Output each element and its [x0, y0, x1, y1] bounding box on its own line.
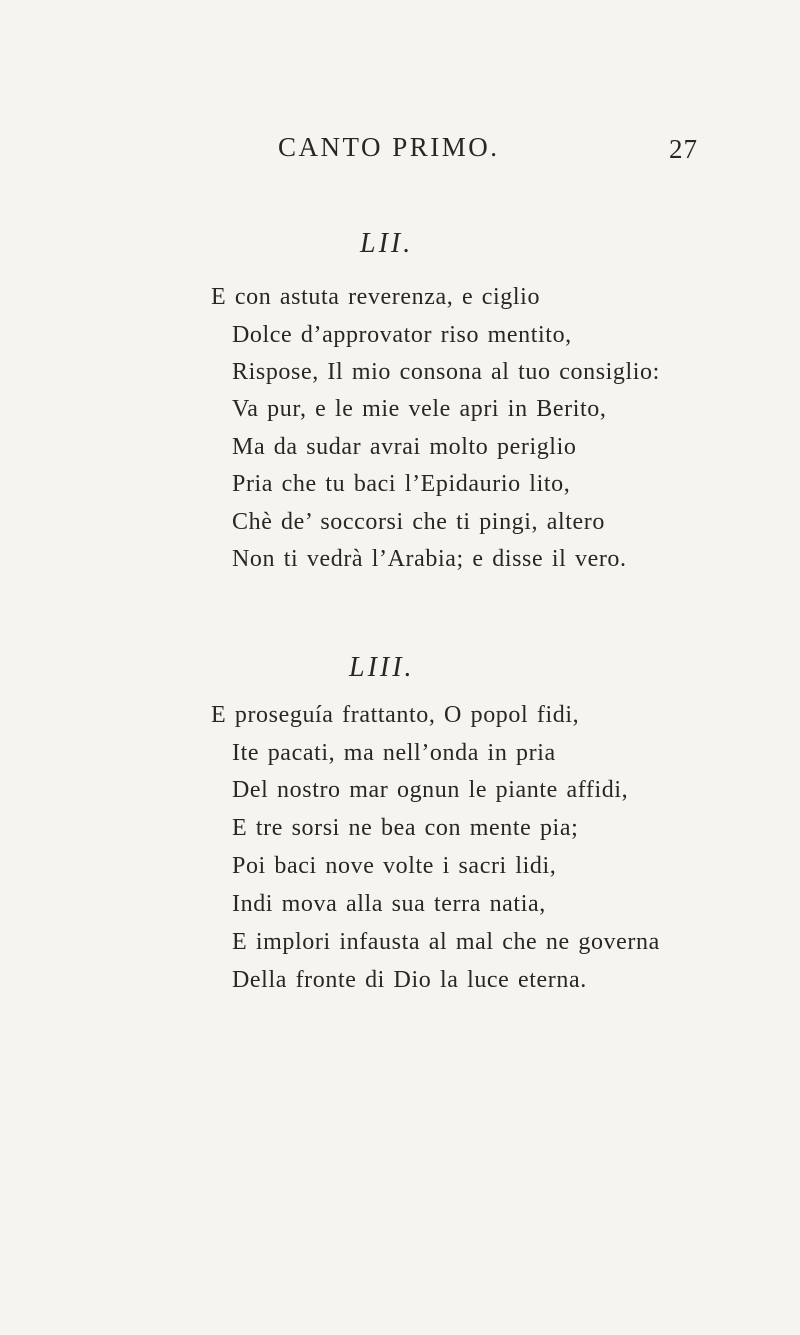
stanza-number: LIII. — [349, 652, 415, 683]
verse-line: Non ti vedrà l’Arabia; e disse il vero. — [232, 546, 627, 572]
verse-line: Del nostro mar ognun le piante affidi, — [232, 777, 629, 803]
verse-line: Chè de’ soccorsi che ti pingi, altero — [232, 509, 605, 535]
verse-line: Rispose, Il mio consona al tuo consiglio: — [232, 359, 660, 385]
verse-line: E proseguía frattanto, O popol fidi, — [211, 702, 580, 728]
verse-line: Indi mova alla sua terra natia, — [232, 891, 546, 917]
verse-line: Pria che tu baci l’Epidaurio lito, — [232, 471, 571, 497]
verse-line: E con astuta reverenza, e ciglio — [211, 284, 541, 310]
page-number: 27 — [669, 134, 698, 164]
verse-line: Della fronte di Dio la luce eterna. — [232, 967, 587, 993]
running-head — [0, 132, 800, 172]
verse-line: Dolce d’approvator riso mentito, — [232, 322, 572, 348]
verse-line: Va pur, e le mie vele apri in Berito, — [232, 396, 607, 422]
verse-line: E tre sorsi ne bea con mente pia; — [232, 815, 579, 841]
verse-line: E implori infausta al mal che ne governa — [232, 929, 660, 955]
verse-line: Poi baci nove volte i sacri lidi, — [232, 853, 557, 879]
verse-line: Ite pacati, ma nell’onda in pria — [232, 740, 556, 766]
running-title: CANTO PRIMO. — [278, 132, 500, 162]
verse-line: Ma da sudar avrai molto periglio — [232, 434, 577, 460]
stanza-number: LII. — [360, 228, 414, 259]
